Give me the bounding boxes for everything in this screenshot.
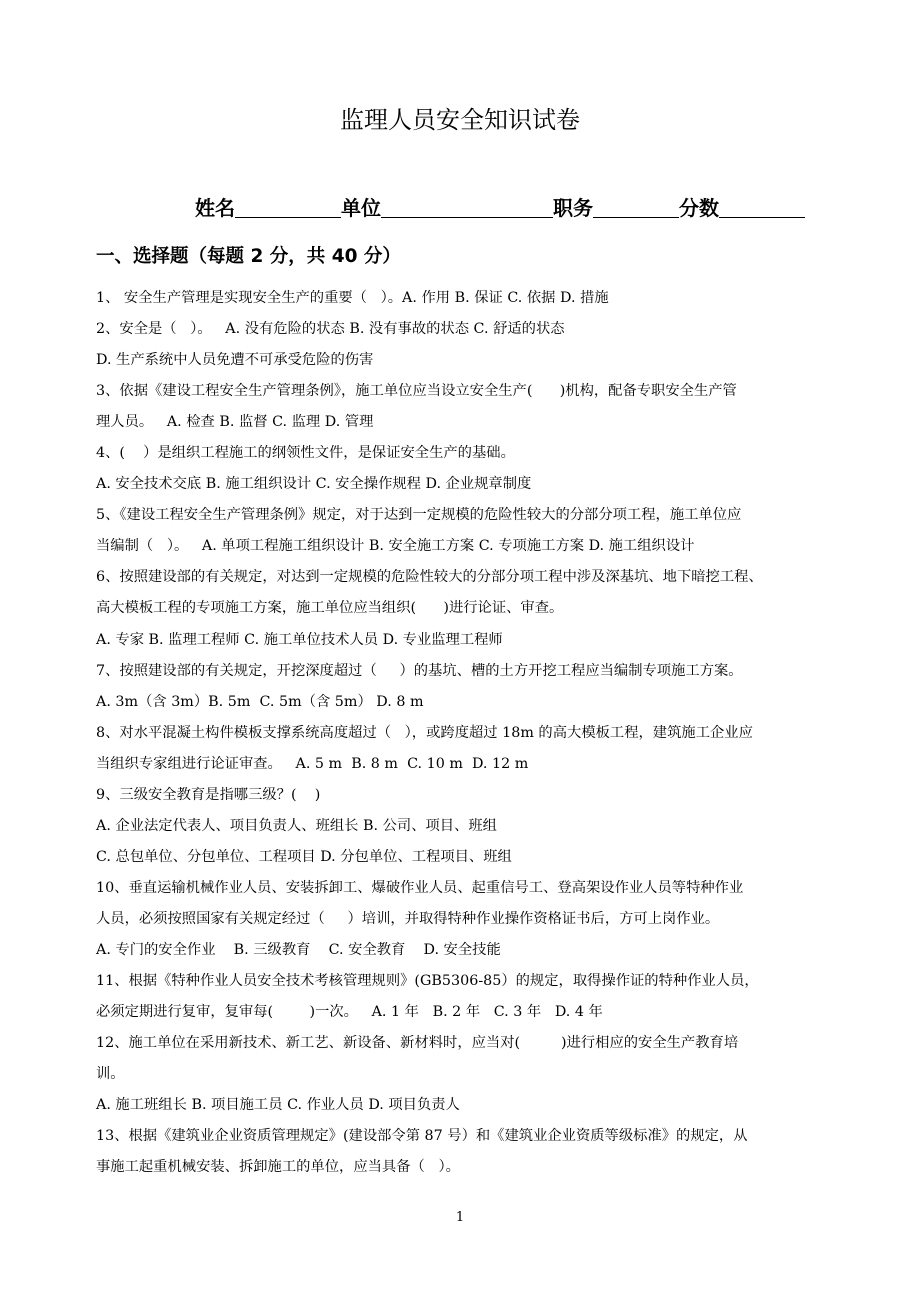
examinee-info-line bbox=[195, 192, 805, 221]
text-line: 高大模板工程的专项施工方案，施工单位应当组织( )进行论证、审查。 bbox=[96, 600, 564, 617]
text-line: 必须定期进行复审，复审每( )一次。 A. 1 年 B. 2 年 C. 3 年 D. 4 年 bbox=[96, 1004, 603, 1021]
text-line: D. 生产系统中人员免遭不可承受危险的伤害 bbox=[96, 352, 374, 369]
text-line: 9、三级安全教育是指哪三级？( ) bbox=[96, 786, 321, 803]
text-line: C. 总包单位、分包单位、工程项目 D. 分包单位、工程项目、班组 bbox=[96, 848, 512, 865]
text-line: 当编制（ ）。 A. 单项工程施工组织设计 B. 安全施工方案 C. 专项施工方案 D. 施工组织设计 bbox=[96, 538, 695, 555]
page-number: 1 bbox=[455, 1210, 465, 1225]
text-line: 训。 bbox=[96, 1066, 125, 1083]
document-title: 监理人员安全知识试卷 bbox=[340, 106, 580, 134]
text-line: 10、垂直运输机械作业人员、安装拆卸工、爆破作业人员、起重信号工、登高架设作业人员等特种作业 bbox=[96, 879, 744, 896]
question-body bbox=[96, 287, 841, 1187]
unit-blank bbox=[381, 197, 553, 218]
text-line: 1、 安全生产管理是实现安全生产的重要（ ）。A. 作用 B. 保证 C. 依据 D. 措施 bbox=[96, 290, 609, 306]
text-line: A. 企业法定代表人、项目负责人、班组长 B. 公司、项目、班组 bbox=[96, 817, 497, 834]
text-line: 6、按照建设部的有关规定，对达到一定规模的危险性较大的分部分项工程中涉及深基坑、地下暗挖工程、 bbox=[96, 569, 763, 586]
text-line: A. 安全技术交底 B. 施工组织设计 C. 安全操作规程 D. 企业规章制度 bbox=[96, 476, 532, 493]
text-line: 13、根据《建筑业企业资质管理规定》(建设部令第 87 号）和《建筑业企业资质等级标准》的规定，从 bbox=[96, 1128, 748, 1145]
section-heading: 一、选择题（每题 2 分，共 40 分） bbox=[96, 246, 401, 267]
text-line: 事施工起重机械安装、拆卸施工的单位，应当具备（ ）。 bbox=[96, 1159, 460, 1176]
text-line: A. 3m（含 3m）B. 5m C. 5m（含 5m） D. 8 m bbox=[96, 693, 424, 710]
unit-label: 单位 bbox=[341, 196, 381, 220]
text-line: 2、安全是（ ）。 A. 没有危险的状态 B. 没有事故的状态 C. 舒适的状态 bbox=[96, 321, 565, 338]
text-line: 12、施工单位在采用新技术、新工艺、新设备、新材料时，应当对( )进行相应的安全生产教育培 bbox=[96, 1035, 739, 1052]
text-line: 4、( ）是组织工程施工的纲领性文件，是保证安全生产的基础。 bbox=[96, 445, 515, 462]
text-line: 7、按照建设部的有关规定，开挖深度超过（ ）的基坑、槽的土方开挖工程应当编制专项施工方案。 bbox=[96, 662, 743, 679]
text-line: 3、依据《建设工程安全生产管理条例》，施工单位应当设立安全生产( )机构，配备专职安全生产管 bbox=[96, 383, 737, 400]
position-blank bbox=[593, 197, 679, 218]
score-blank bbox=[719, 197, 805, 218]
position-label: 职务 bbox=[553, 196, 593, 220]
text-line: 5、《建设工程安全生产管理条例》规定，对于达到一定规模的危险性较大的分部分项工程，施工单位应 bbox=[96, 507, 742, 524]
name-label: 姓名 bbox=[195, 196, 235, 220]
text-line: A. 专家 B. 监理工程师 C. 施工单位技术人员 D. 专业监理工程师 bbox=[96, 631, 503, 648]
text-line: 理人员。 A. 检查 B. 监督 C. 监理 D. 管理 bbox=[96, 414, 374, 431]
name-blank bbox=[235, 197, 341, 218]
text-line: 人员，必须按照国家有关规定经过（ ）培训，并取得特种作业操作资格证书后，方可上岗作业。 bbox=[96, 910, 720, 927]
text-line: A. 专门的安全作业 B. 三级教育 C. 安全教育 D. 安全技能 bbox=[96, 941, 501, 958]
text-line: A. 施工班组长 B. 项目施工员 C. 作业人员 D. 项目负责人 bbox=[96, 1097, 460, 1114]
text-line: 11、根据《特种作业人员安全技术考核管理规则》(GB5306-85）的规定，取得操作证的特种作业人员， bbox=[96, 973, 759, 990]
score-label: 分数 bbox=[679, 196, 719, 220]
text-line: 当组织专家组进行论证审查。 A. 5 m B. 8 m C. 10 m D. 12 m bbox=[96, 755, 529, 772]
text-line: 8、对水平混凝土构件模板支撑系统高度超过（ ），或跨度超过 18m 的高大模板工程，建筑施工企业应 bbox=[96, 724, 753, 741]
